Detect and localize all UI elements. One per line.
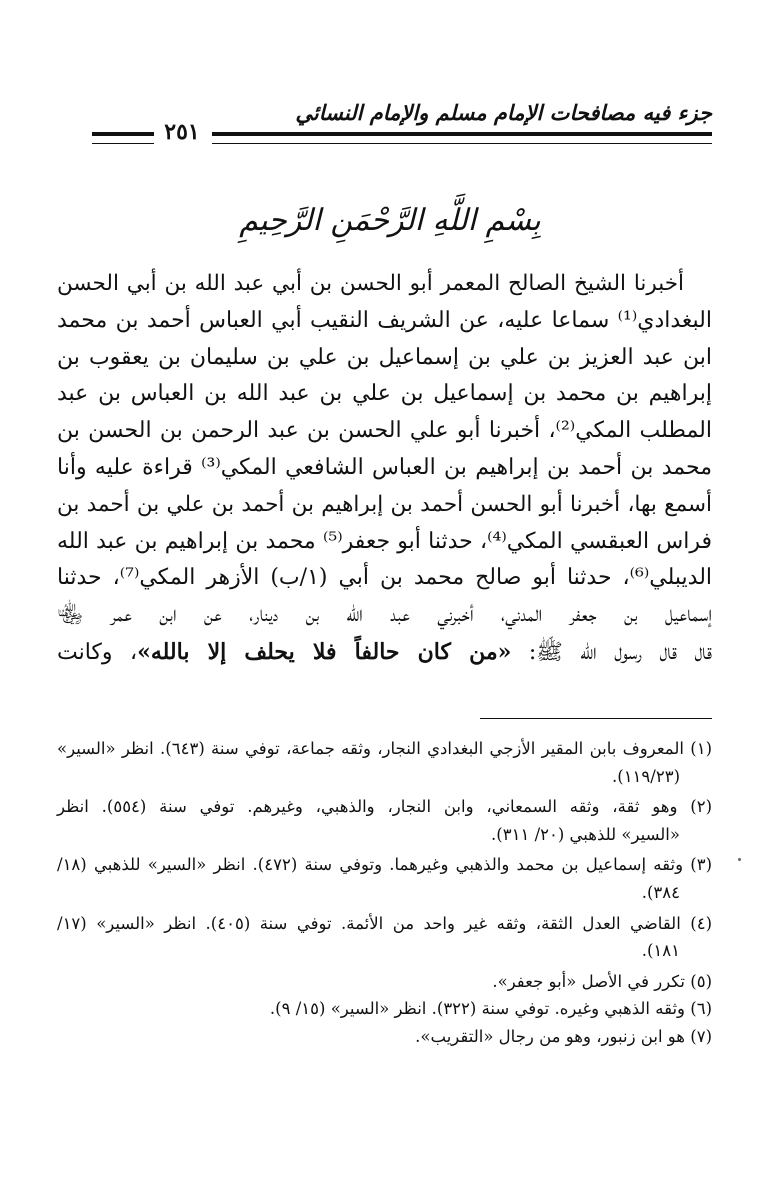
footnote-1-continued: (١١٩/٢٣).	[612, 766, 680, 786]
main-text-line: فراس العبقسي المكي⁽⁴⁾، حدثنا أبو جعفر⁽⁵⁾ محمد بن إبراهيم بن عبد الله	[57, 528, 712, 554]
footnotes	[57, 735, 712, 1051]
hadith-intro: قال قال رسول الله ﷺ:	[511, 639, 712, 665]
header-rule-right	[212, 132, 712, 144]
main-text-line: البغدادي⁽¹⁾ سماعا عليه، عن الشريف النقيب أبي العباس أحمد بن محمد	[57, 307, 712, 333]
main-text-line: ابن عبد العزيز بن علي بن إسماعيل بن علي بن سليمان بن يعقوب بن	[57, 344, 712, 370]
main-text-body	[57, 266, 712, 671]
footnote-6: (٦) وثقه الذهبي وغيره. توفي سنة (٣٢٢). انظر «السير» (١٥/ ٩).	[269, 999, 712, 1019]
main-text-last-line	[57, 634, 712, 671]
footnote-3: (٣) وثقه إسماعيل بن محمد والذهبي وغيرهما. وتوفي سنة (٤٧٢). انظر «السير» للذهبي (١٨/	[57, 855, 712, 875]
footnote-2-continued: «السير» للذهبي (٢٠/ ٣١١).	[491, 824, 680, 844]
footnote-4: (٤) القاضي العدل الثقة، وثقه غير واحد من الأئمة. توفي سنة (٤٠٥). انظر «السير» (١٧/	[57, 913, 713, 933]
footnote-5: (٥) تكرر في الأصل «أبو جعفر».	[492, 971, 712, 991]
last-line-end: ، وكانت	[57, 639, 138, 665]
footnote-3-continued: ٣٨٤).	[641, 882, 680, 902]
margin-dot-mark	[738, 858, 741, 861]
main-text-line: أخبرنا الشيخ الصالح المعمر أبو الحسن بن أبي عبد الله بن أبي الحسن	[57, 271, 684, 296]
main-text-line: إبراهيم بن محمد بن إسماعيل بن علي بن عبد الله بن العباس بن عبد	[57, 381, 712, 407]
hadith-quote: «من كان حالفاً فلا يحلف إلا بالله»	[137, 638, 512, 665]
footnote-2: (٢) وهو ثقة، وثقه السمعاني، وابن النجار، والذهبي، وغيرهم. توفي سنة (٥٥٤). انظر	[57, 797, 712, 817]
page-number: ٢٥١	[164, 119, 200, 145]
main-text-line: إسماعيل بن جعفر المدني، أخبرني عبد الله بن دينار، عن ابن عمر ﵄	[57, 602, 712, 628]
footnote-4-continued: ١٨١).	[641, 941, 680, 961]
footnote-separator	[480, 718, 712, 719]
running-header-title: جزء فيه مصافحات الإمام مسلم والإمام النسائي	[295, 100, 712, 125]
basmala-heading: بِسْمِ اللَّهِ الرَّحْمَنِ الرَّحِيمِ	[239, 203, 541, 238]
main-text-line: محمد بن أحمد بن إبراهيم بن العباس الشافعي المكي⁽³⁾ قراءة عليه وأنا	[57, 454, 712, 480]
main-text-line: أسمع بها، أخبرنا أبو الحسن أحمد بن إبراهيم بن أحمد بن علي بن أحمد بن	[57, 491, 712, 517]
main-text-line: الديبلي⁽⁶⁾، حدثنا أبو صالح محمد بن أبي (١/ب) الأزهر المكي⁽⁷⁾، حدثنا	[57, 565, 713, 591]
main-text-line: المطلب المكي⁽²⁾، أخبرنا أبو علي الحسن بن عبد الرحمن بن الحسن بن	[57, 418, 712, 444]
footnote-1: (١) المعروف بابن المقير الأزجي البغدادي النجار، وثقه جماعة، توفي سنة (٦٤٣). انظر «السير»	[57, 739, 712, 758]
footnote-7: (٧) هو ابن زنبور، وهو من رجال «التقريب».	[415, 1026, 712, 1046]
header-rule-left	[92, 132, 154, 144]
